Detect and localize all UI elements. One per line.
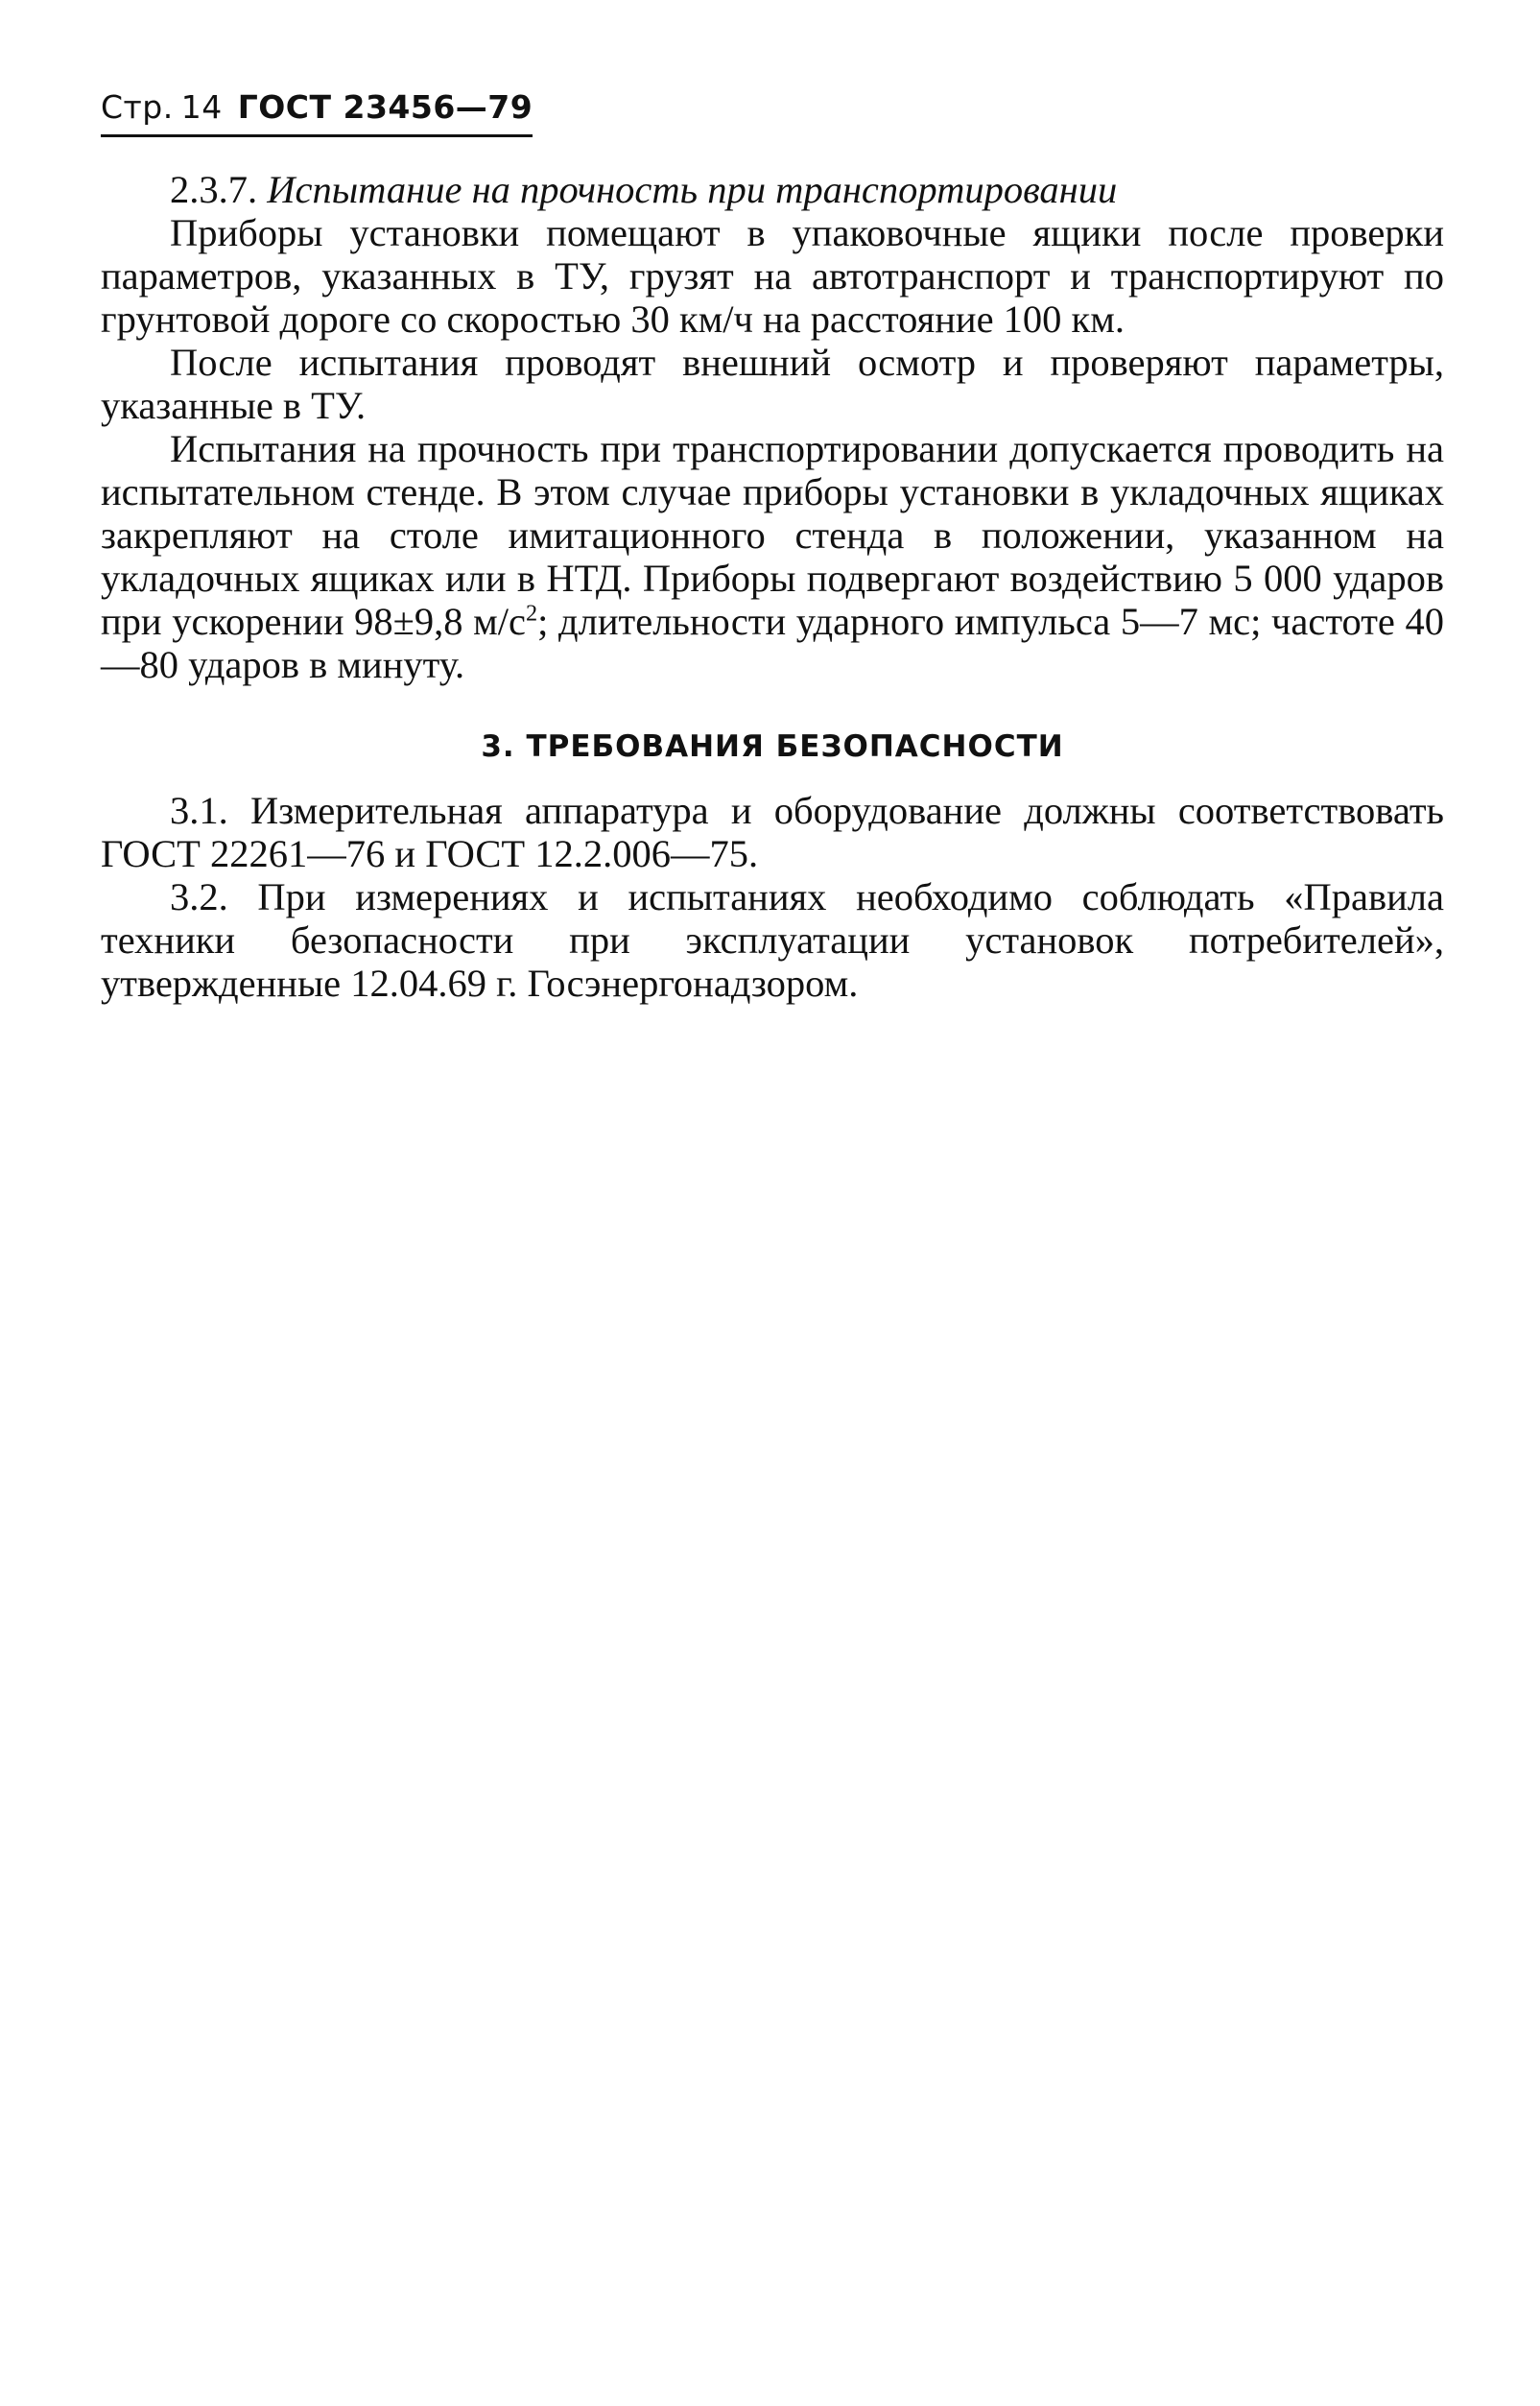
page-header: [101, 88, 533, 137]
document-designation: ГОСТ 23456—79: [237, 88, 533, 126]
clause-heading: [101, 168, 1444, 211]
page-label: Стр.: [101, 88, 174, 126]
paragraph: Приборы установки помещают в упаковочные ящики после проверки параметров, указанных в ТУ, грузят на автотранспорт и транспортируют по грунтовой дороге со скоростью 30 км/ч на расстояние 100 км.: [101, 211, 1444, 341]
paragraph: [101, 427, 1444, 686]
page-number: 14: [180, 88, 223, 126]
document-page: [101, 88, 1444, 1005]
paragraph: 3.1. Измерительная аппаратура и оборудование должны соответствовать ГОСТ 22261—76 и ГОСТ 12.2.006—75.: [101, 789, 1444, 875]
section-heading: 3. ТРЕБОВАНИЯ БЕЗОПАСНОСТИ: [481, 729, 1064, 764]
paragraph-text-end: ; длительности ударного импульса 5—7 мс; частоте 40—80 ударов в минуту.: [101, 600, 1444, 686]
superscript: 2: [526, 600, 538, 627]
paragraph-text: Испытания на прочность при транспортировании допускается проводить на испытательном стенде. В этом случае приборы установки в укладочных ящиках закрепляют на столе имитационного стенда в положении, указанном на укладочных ящиках или в НТД. Приборы подвергают воздействию 5 000 ударов при ускорении 98±9,8 м/с: [101, 427, 1444, 643]
paragraph: 3.2. При измерениях и испытаниях необходимо соблюдать «Правила техники безопасности при эксплуатации установок потребителей», утвержденные 12.04.69 г. Госэнергонадзором.: [101, 875, 1444, 1005]
document-body: [101, 168, 1444, 1005]
clause-title: Испытание на прочность при транспортировании: [267, 168, 1118, 211]
clause-number: 2.3.7.: [170, 168, 258, 211]
paragraph: После испытания проводят внешний осмотр и проверяют параметры, указанные в ТУ.: [101, 341, 1444, 427]
